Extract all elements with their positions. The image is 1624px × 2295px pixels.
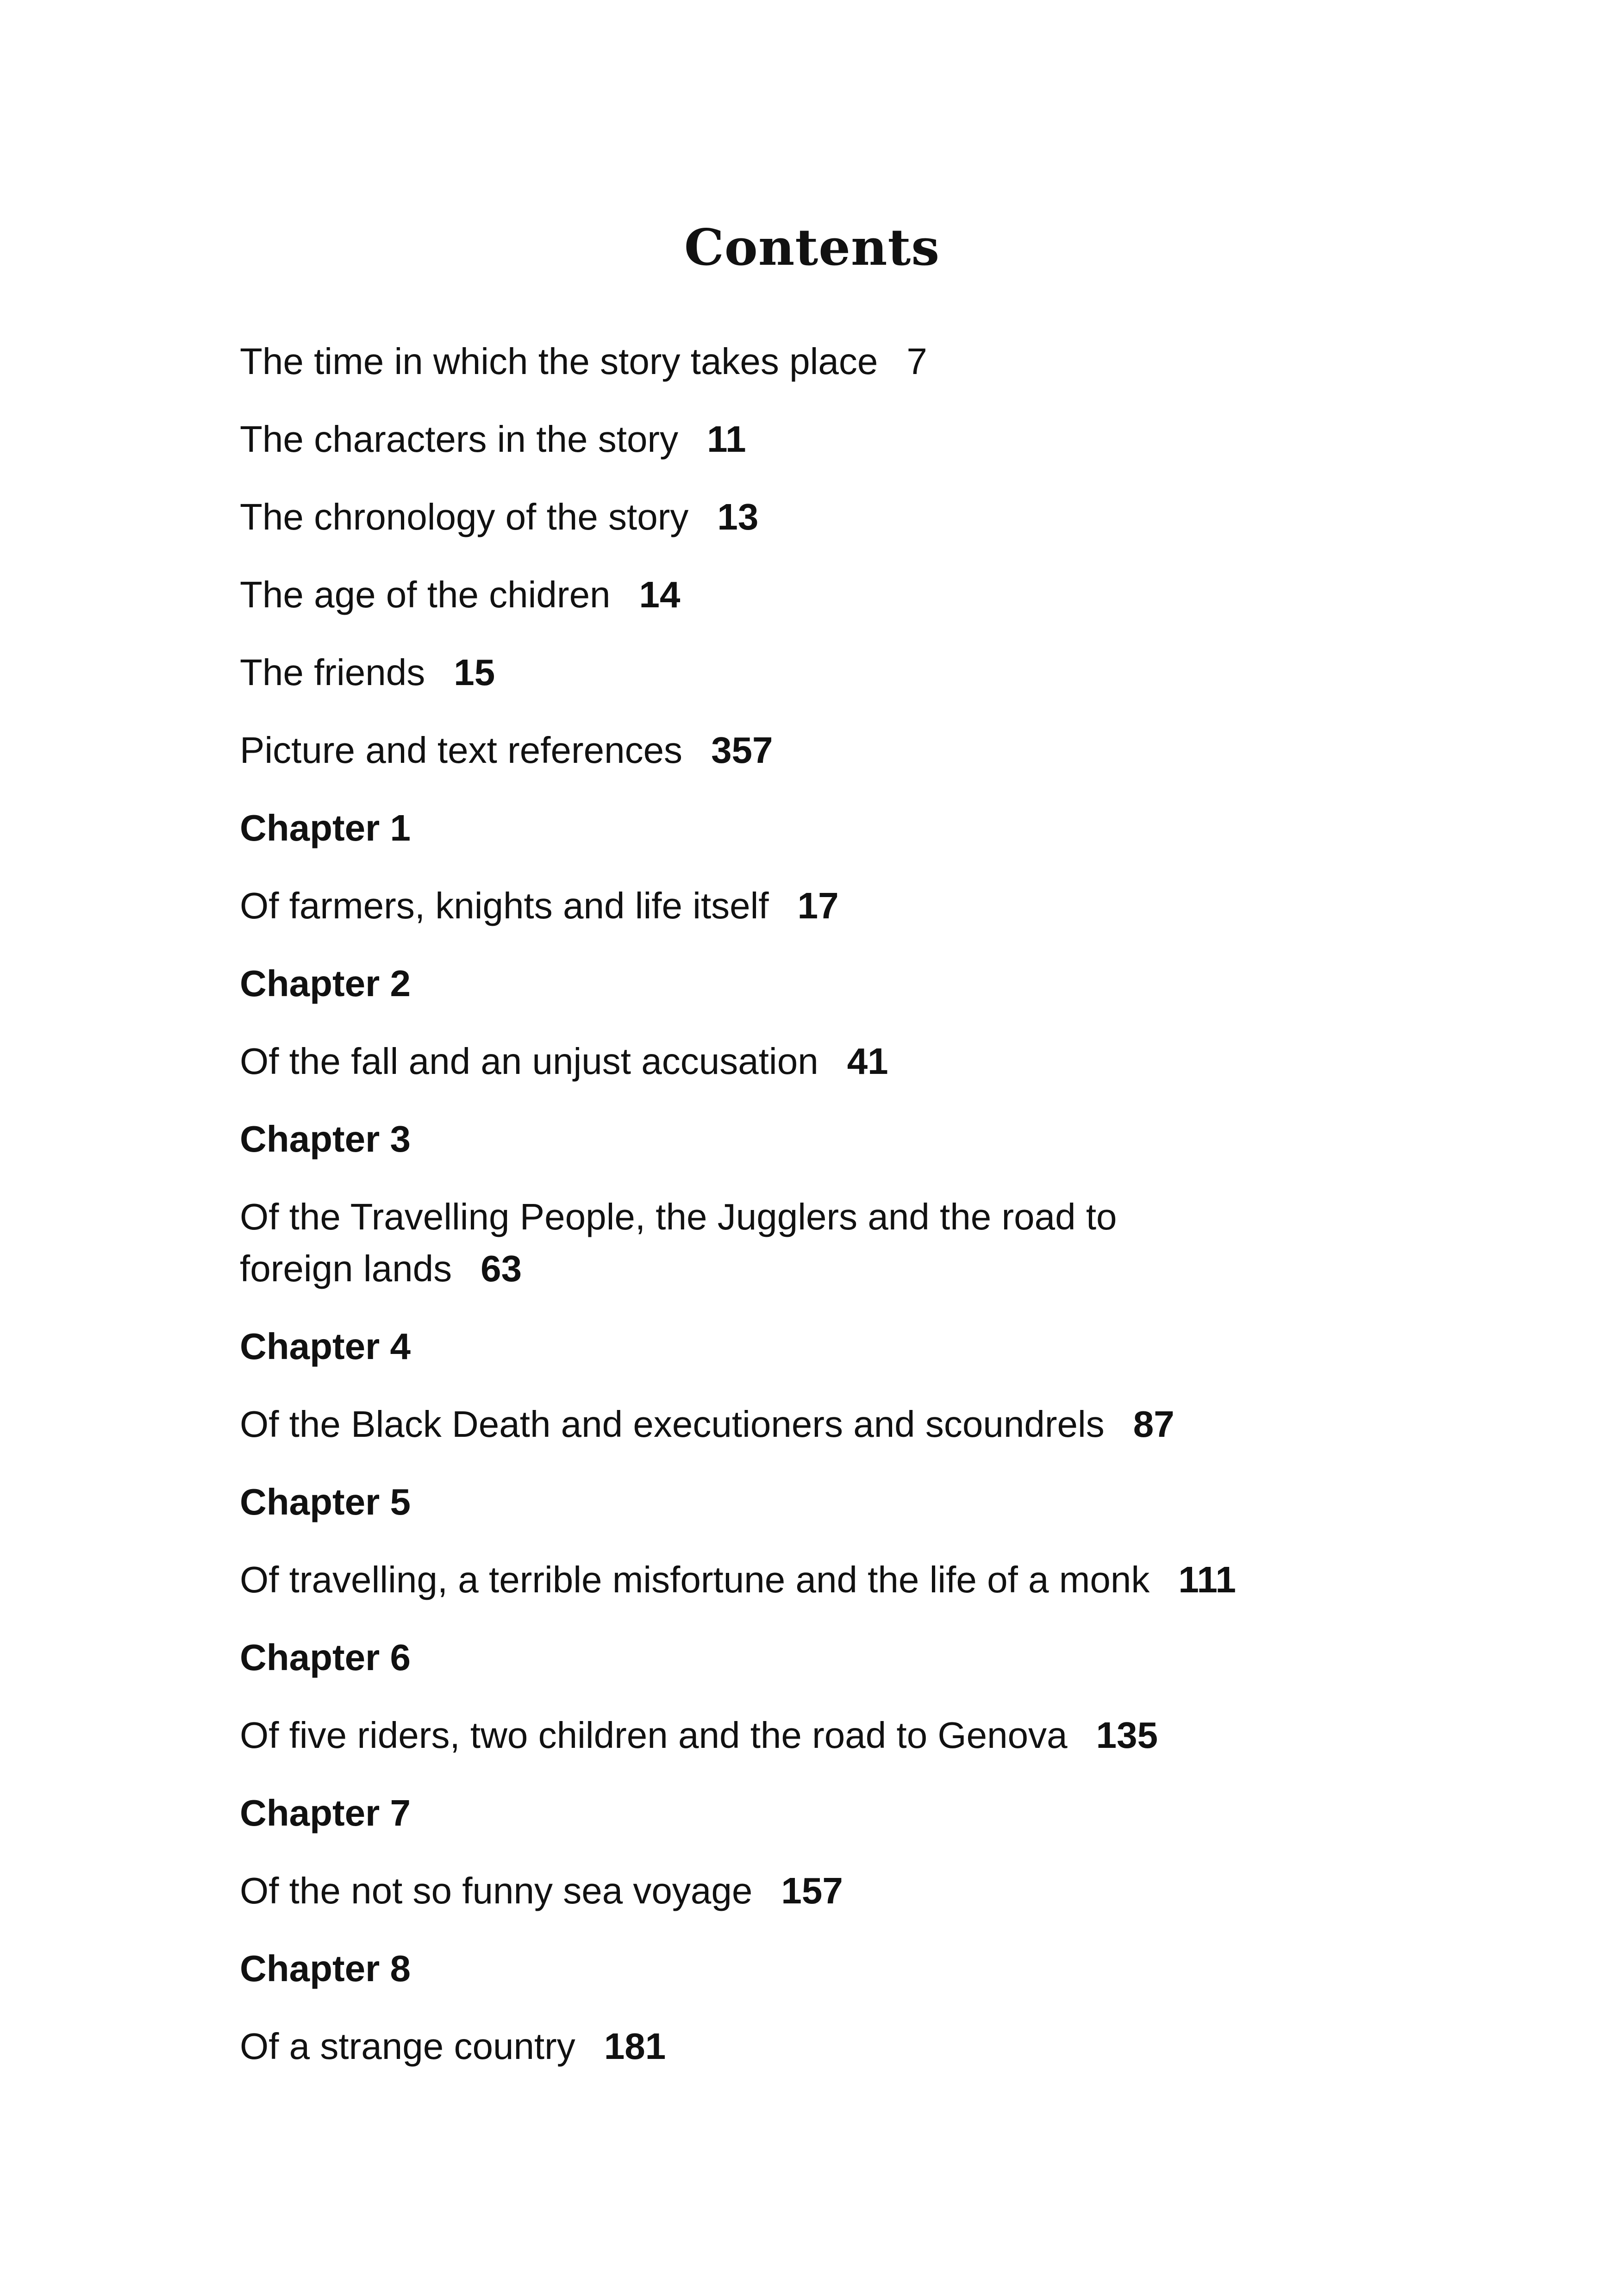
toc-page-number: 357 — [711, 730, 773, 771]
chapter-heading: Chapter 3 — [240, 1118, 411, 1160]
toc-page-number: 14 — [639, 574, 681, 615]
toc-entry-text: Of farmers, knights and life itself — [240, 885, 769, 926]
chapter-heading: Chapter 8 — [240, 1948, 411, 1989]
toc-entry-text: Of the not so funny sea voyage — [240, 1870, 753, 1911]
toc-entry — [240, 1398, 1490, 1450]
toc-entry — [240, 336, 1490, 387]
chapter-heading: Chapter 5 — [240, 1481, 411, 1522]
toc-page-number: 41 — [847, 1041, 888, 1082]
toc-entry-text: Of the Black Death and executioners and scoundrels — [240, 1403, 1105, 1445]
toc-entry — [240, 647, 1490, 698]
toc-entry — [240, 1709, 1490, 1761]
toc-page-number: 11 — [707, 418, 746, 460]
toc-page-number: 63 — [481, 1248, 522, 1289]
toc-entry-text: Of a strange country — [240, 2026, 575, 2067]
toc-entry-text: The age of the chidren — [240, 574, 611, 615]
toc-entry — [240, 1035, 1490, 1087]
chapter-heading: Chapter 1 — [240, 807, 411, 848]
toc-entry-text: Of the Travelling People, the Jugglers and the road to foreign lands — [240, 1196, 1117, 1289]
toc-entry-text: Picture and text references — [240, 730, 683, 771]
toc-entry-text: The chronology of the story — [240, 496, 689, 537]
toc-page-number: 7 — [906, 341, 927, 382]
chapter-heading: Chapter 2 — [240, 963, 411, 1004]
toc-entry-text: Of the fall and an unjust accusation — [240, 1041, 818, 1082]
chapter-heading: Chapter 4 — [240, 1326, 411, 1367]
chapter-heading: Chapter 7 — [240, 1792, 411, 1834]
toc-entry-text: Of five riders, two children and the road to Genova — [240, 1715, 1068, 1756]
toc-page-number: 15 — [454, 652, 495, 693]
toc-entry — [240, 413, 1490, 465]
toc-entry-text: The characters in the story — [240, 418, 679, 460]
toc-entry — [240, 724, 1490, 776]
toc-entry — [240, 1865, 1490, 1917]
toc-entry — [240, 569, 1490, 621]
toc-entry — [240, 1554, 1490, 1606]
toc-entry — [240, 880, 1490, 932]
toc-page-number: 157 — [781, 1870, 843, 1911]
toc-entry — [240, 491, 1490, 543]
toc-page-number: 17 — [797, 885, 839, 926]
toc-entry-text: The friends — [240, 652, 425, 693]
page-title: Contents — [684, 218, 940, 277]
table-of-contents — [240, 336, 1490, 2098]
toc-entry — [240, 2021, 1490, 2072]
toc-page-number: 111 — [1178, 1559, 1237, 1600]
toc-entry — [240, 1191, 1203, 1295]
toc-page-number: 87 — [1133, 1403, 1174, 1445]
chapter-heading: Chapter 6 — [240, 1637, 411, 1678]
toc-entry-text: The time in which the story takes place — [240, 341, 878, 382]
toc-page-number: 181 — [604, 2026, 666, 2067]
toc-page-number: 135 — [1096, 1715, 1158, 1756]
toc-entry-text: Of travelling, a terrible misfortune and the life of a monk — [240, 1559, 1150, 1600]
toc-page-number: 13 — [717, 496, 759, 537]
